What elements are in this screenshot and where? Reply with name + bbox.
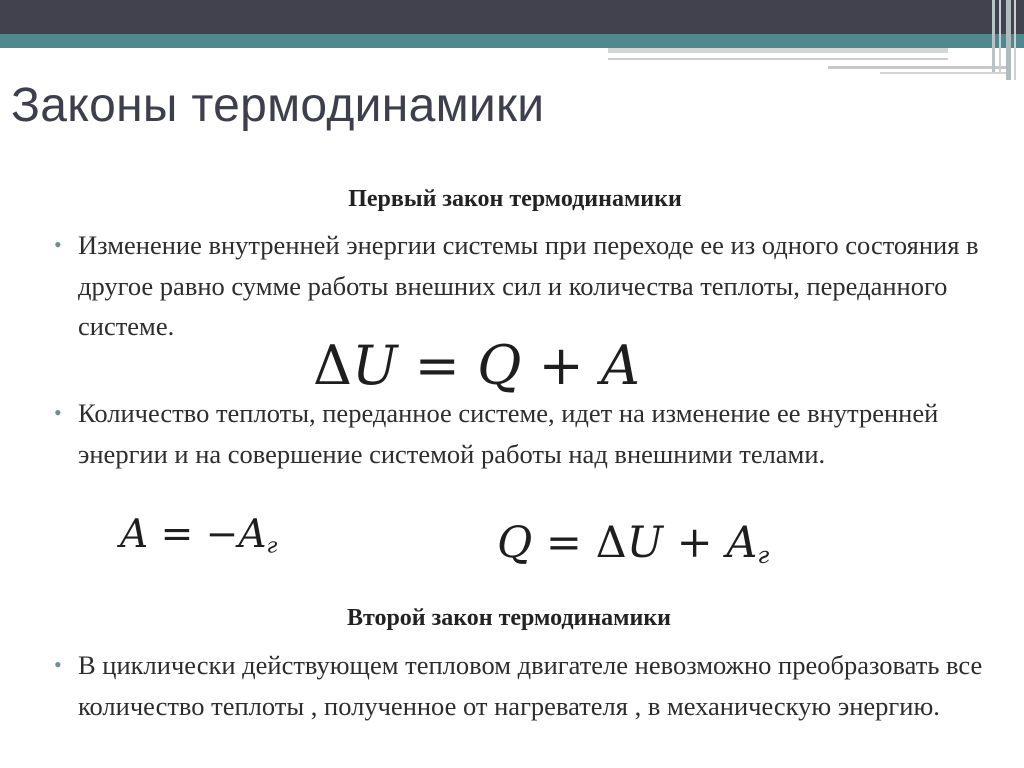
formula-a-gas: A — [726, 518, 758, 568]
formula-energy-conservation — [313, 334, 640, 397]
header-accent-lines — [0, 0, 1024, 80]
formula-a-gas: A — [238, 512, 267, 557]
formula-heat-relation — [497, 518, 769, 569]
bullet-marker: • — [54, 652, 62, 677]
formula-equals: = — [397, 334, 478, 397]
bullet-marker: • — [54, 400, 62, 425]
first-law-heading: Первый закон термодинамики — [348, 186, 682, 212]
formula-delta: Δ — [313, 334, 352, 397]
formula-subscript: г — [266, 533, 278, 559]
formula-u: U — [626, 518, 663, 568]
formula-q: Q — [497, 518, 533, 568]
bullet-text: Количество теплоты, переданное системе, идет на изменение ее внутренней энергии и на совершение системой работы над внешними телами. — [78, 398, 939, 469]
formula-a: A — [600, 334, 640, 397]
formula-plus: + — [662, 518, 727, 568]
formula-equals-minus: = − — [148, 512, 239, 557]
second-law-heading: Второй закон термодинамики — [346, 605, 672, 631]
formula-subscript: г — [757, 540, 770, 569]
formula-equals-delta: = Δ — [532, 518, 627, 568]
second-law-bullet-1 — [50, 645, 990, 726]
slide-title: Законы термодинамики — [11, 79, 545, 132]
formula-a: A — [120, 512, 149, 557]
bullet-text: В циклически действующем тепловом двигателе невозможно преобразовать все количество теплоты , полученное от нагревателя , в механическую энергию. — [78, 650, 983, 721]
first-law-bullet-1 — [50, 225, 990, 347]
formula-work-relation — [120, 512, 277, 558]
bullet-text: Изменение внутренней энергии системы при переходе ее из одного состояния в другое равно сумме работы внешних сил и количества теплоты, переданного системе. — [78, 230, 979, 341]
formula-q: Q — [477, 334, 522, 397]
formula-u: U — [352, 334, 398, 397]
bullet-marker: • — [54, 232, 62, 257]
first-law-bullet-2 — [50, 393, 990, 474]
formula-plus: + — [521, 334, 601, 397]
